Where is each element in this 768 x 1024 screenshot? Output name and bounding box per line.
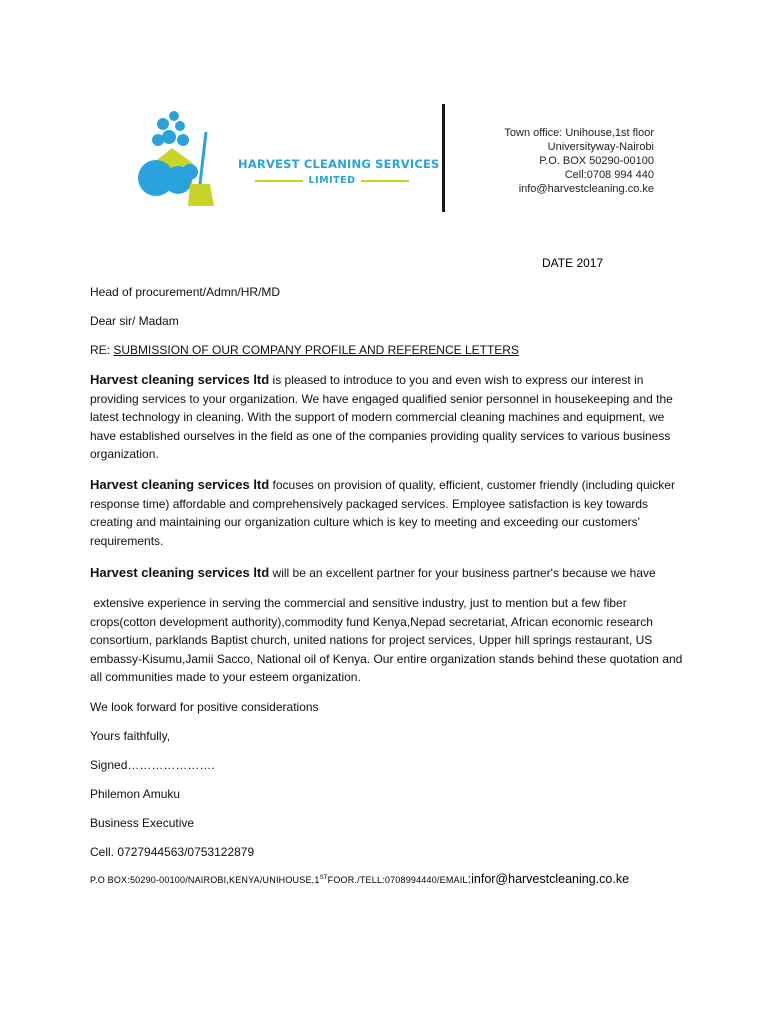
paragraph-3-text: will be an excellent partner for your business partner's because we have bbox=[269, 566, 656, 580]
company-name-bold: Harvest cleaning services ltd bbox=[90, 372, 270, 387]
footer-email: :infor@harvestcleaning.co.ke bbox=[467, 872, 630, 886]
closing-line: We look forward for positive considerations bbox=[90, 700, 319, 714]
paragraph-1-text: is pleased to introduce to you and even wish to express our interest in providing services to your organization. We have engaged qualified senior personnel in housekeeping and the latest technology in cleaning. With the support of modern commercial cleaning machines and equipment, we have established ourselves in the field as one of the companies providing quality services to various business organization. bbox=[90, 373, 673, 461]
company-name-line1: HARVEST CLEANING SERVICES bbox=[238, 157, 440, 171]
signer-name: Philemon Amuku bbox=[90, 787, 181, 801]
paragraph-4: extensive experience in serving the commercial and sensitive industry, just to mention but a few fiber crops(cotton development authority),commodity fund Kenya,Nepad secretariat, African economic research consortium, parklands Baptist church, united nations for project services, Upper hill springs restaurant, US embassy-Kisumu,Jamii Sacco, National oil of Kenya. Our entire organization stands behind these quotation and all communities made to your esteem organization. bbox=[90, 596, 686, 684]
letter-date: DATE 2017 bbox=[542, 256, 604, 270]
right-rule bbox=[361, 180, 409, 182]
signer-title: Business Executive bbox=[90, 816, 195, 830]
footer-sup: ST bbox=[319, 875, 328, 881]
valediction: Yours faithfully, bbox=[90, 729, 171, 743]
subject-line bbox=[90, 341, 692, 360]
paragraph-2-text: focuses on provision of quality, efficient, customer friendly (including quicker response time) affordable and comprehensively packaged services. Employee satisfaction is key towards creating and maintaining our organization culture which is key to meeting and exceeding our customers' requirements. bbox=[90, 478, 675, 548]
paragraph-1 bbox=[90, 371, 692, 464]
paragraph-2 bbox=[90, 476, 692, 550]
company-name bbox=[238, 157, 440, 186]
office-line: P.O. BOX 50290-00100 bbox=[539, 155, 654, 167]
re-label: RE: bbox=[90, 343, 114, 357]
office-line: Universityway-Nairobi bbox=[547, 141, 654, 153]
recipient: Head of procurement/Admn/HR/MD bbox=[90, 285, 281, 299]
footer-address: P.O BOX:50290-00100/NAIROBI,KENYA/UNIHOUSE,1 bbox=[90, 875, 320, 885]
company-name-bold: Harvest cleaning services ltd bbox=[90, 565, 270, 580]
office-line: Town office: Unihouse,1st floor bbox=[504, 127, 654, 139]
footer-contact bbox=[90, 872, 629, 886]
company-logo bbox=[136, 110, 216, 210]
letterhead-divider bbox=[442, 104, 445, 212]
office-address bbox=[450, 126, 654, 196]
left-rule bbox=[255, 180, 303, 182]
signature-line: Signed…………………. bbox=[90, 758, 215, 772]
salutation: Dear sir/ Madam bbox=[90, 314, 179, 328]
company-name-line2: LIMITED bbox=[308, 175, 356, 186]
re-subject: SUBMISSION OF OUR COMPANY PROFILE AND REFERENCE LETTERS bbox=[113, 343, 519, 357]
paragraph-3 bbox=[90, 564, 692, 583]
company-name-line2-row bbox=[238, 175, 426, 186]
office-email: info@harvestcleaning.co.ke bbox=[518, 183, 654, 195]
signer-cell: Cell. 0727944563/0753122879 bbox=[90, 845, 255, 859]
footer-tel: FOOR./TELL:0708994440/EMAIL bbox=[327, 875, 468, 885]
company-name-bold: Harvest cleaning services ltd bbox=[90, 477, 270, 492]
office-line: Cell:0708 994 440 bbox=[564, 169, 654, 181]
